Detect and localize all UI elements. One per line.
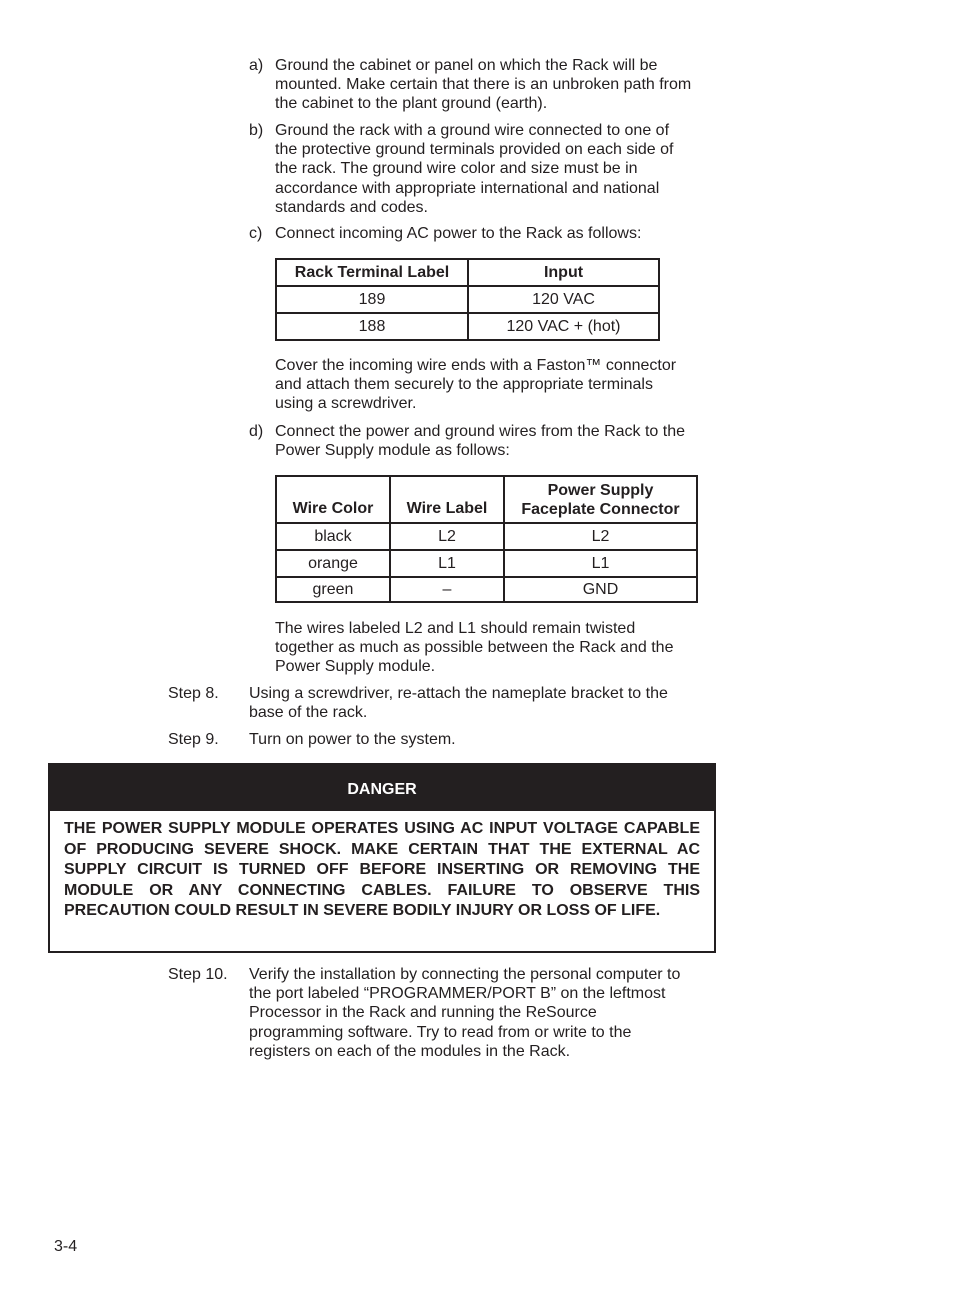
table-cell: 189 <box>276 286 468 313</box>
table-cell: L1 <box>390 550 504 577</box>
wire-table <box>275 475 698 603</box>
step-text: Turn on power to the system. <box>249 731 456 748</box>
step-label: Step 10. <box>168 966 228 983</box>
table-cell: orange <box>276 550 390 577</box>
danger-box <box>48 763 716 953</box>
step-label: Step 8. <box>168 685 219 702</box>
table-row <box>276 313 659 340</box>
table-row <box>276 523 697 550</box>
table-cell: black <box>276 523 390 550</box>
table-row <box>276 286 659 313</box>
table-cell: L2 <box>504 523 697 550</box>
danger-title: DANGER <box>50 765 714 811</box>
item-d-note: The wires labeled L2 and L1 should remain twisted together as much as possible between the Rack and the Power Supply module. <box>275 620 674 676</box>
table-cell: 120 VAC <box>468 286 659 313</box>
item-d-label: d) <box>249 423 264 440</box>
step-label: Step 9. <box>168 731 219 748</box>
table-cell: L1 <box>504 550 697 577</box>
page-number: 3-4 <box>54 1238 78 1255</box>
item-c-label: c) <box>249 225 263 242</box>
item-b-label: b) <box>249 122 264 139</box>
table2-header: Power Supply Faceplate Connector <box>504 476 697 523</box>
rack-terminal-table <box>275 258 660 341</box>
table-row <box>276 550 697 577</box>
item-a-text: Ground the cabinet or panel on which the Rack will be mounted. Make certain that there is an unbroken path from the cabinet to the plant ground (earth). <box>275 57 692 113</box>
table2-header: Wire Label <box>390 476 504 523</box>
table-cell: 120 VAC + (hot) <box>468 313 659 340</box>
table1-header: Input <box>468 259 659 286</box>
table-cell: L2 <box>390 523 504 550</box>
table-cell: 188 <box>276 313 468 340</box>
step-text: Verify the installation by connecting the personal computer to the port labeled “PROGRAMMER/PORT B” on the leftmost Processor in the Rack and running the ReSource programming software. Try to read from or write to the registers on each of the modules in the Rack. <box>249 966 681 1060</box>
table1-header: Rack Terminal Label <box>276 259 468 286</box>
item-c-text: Connect incoming AC power to the Rack as follows: <box>275 225 642 242</box>
table2-header: Wire Color <box>276 476 390 523</box>
table-cell: – <box>390 577 504 602</box>
item-a-label: a) <box>249 57 264 74</box>
item-c-note: Cover the incoming wire ends with a Faston™ connector and attach them securely to the appropriate terminals using a screwdriver. <box>275 357 677 413</box>
table-cell: green <box>276 577 390 602</box>
item-b-text: Ground the rack with a ground wire connected to one of the protective ground terminals provided on each side of the rack. The ground wire color and size must be in accordance with appropriate international and national standards and codes. <box>275 122 674 216</box>
step-text: Using a screwdriver, re-attach the nameplate bracket to the base of the rack. <box>249 685 668 722</box>
table-row <box>276 577 697 602</box>
danger-text: THE POWER SUPPLY MODULE OPERATES USING AC INPUT VOLTAGE CAPABLE OF PRODUCING SEVERE SHOCK. MAKE CERTAIN THAT THE EXTERNAL AC SUPPLY CIRCUIT IS TURNED OFF BEFORE INSERTING OR REMOVING THE MODULE OR ANY CONNECTING CABLES. FAILURE TO OBSERVE THIS PRECAUTION COULD RESULT IN SEVERE BODILY INJURY OR LOSS OF LIFE. <box>64 820 700 919</box>
item-d-text: Connect the power and ground wires from the Rack to the Power Supply module as follows: <box>275 423 685 460</box>
table-cell: GND <box>504 577 697 602</box>
